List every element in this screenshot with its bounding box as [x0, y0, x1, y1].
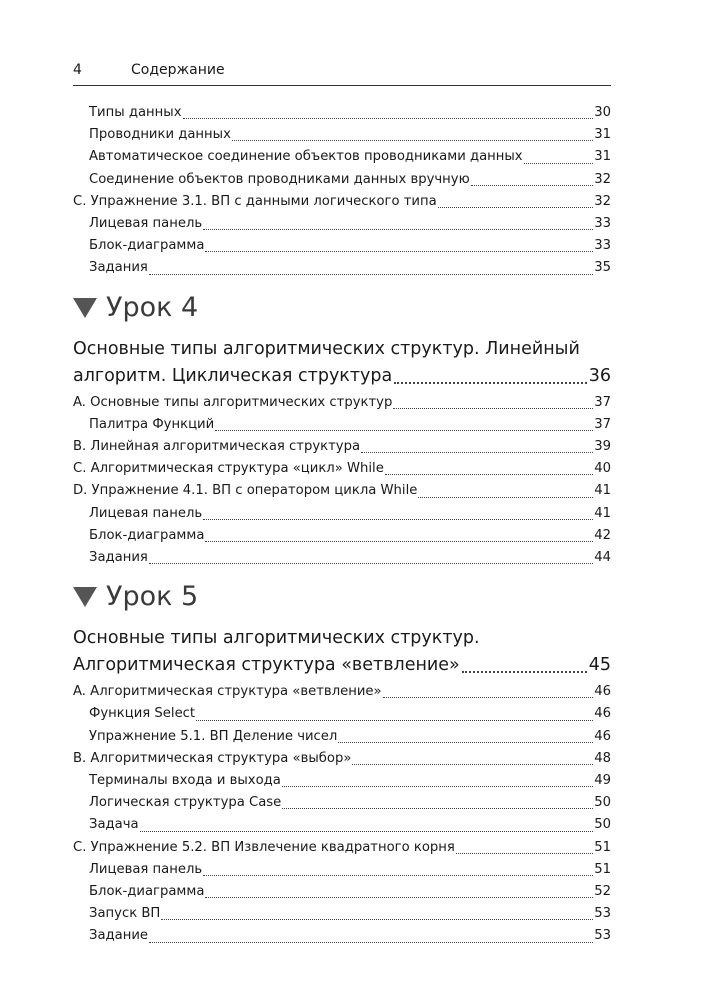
lesson-5-title — [73, 581, 611, 613]
triangle-down-icon — [73, 587, 97, 607]
toc-entry-page: 42 — [594, 527, 611, 543]
toc-entry-page: 51 — [594, 861, 611, 877]
table-of-contents — [73, 102, 611, 948]
leader-dots — [361, 451, 593, 453]
leader-dots — [149, 273, 593, 275]
toc-entry — [73, 102, 611, 124]
toc-entry-label: Логическая структура Case — [89, 795, 282, 811]
toc-entry-page: 53 — [594, 906, 611, 922]
leader-dots — [383, 696, 594, 698]
toc-entry-label: Задания — [89, 260, 148, 276]
toc-entry — [73, 814, 611, 836]
heading-line-2-text: Алгоритмическая структура «ветвление» — [73, 655, 460, 676]
lesson-5-entries — [73, 681, 611, 947]
toc-entry-label: Лицевая панель — [89, 505, 203, 521]
leader-dots — [385, 473, 593, 475]
toc-entry-page: 33 — [594, 216, 611, 232]
toc-entry-page: 39 — [594, 439, 611, 455]
triangle-down-icon — [73, 298, 97, 318]
toc-entry-label: C. Алгоритмическая структура «цикл» While — [73, 461, 384, 477]
toc-entry-label: Типы данных — [89, 105, 182, 120]
toc-entry — [73, 235, 611, 257]
toc-entry-page: 41 — [594, 483, 611, 499]
toc-entry-label: Проводники данных — [89, 127, 231, 143]
toc-entry — [73, 392, 611, 414]
heading-line-1: Основные типы алгоритмических структур. — [73, 628, 480, 649]
leader-dots — [215, 429, 593, 431]
leader-dots — [394, 381, 586, 384]
lesson-5-heading — [73, 625, 611, 679]
toc-entry-label: Функция Select — [89, 706, 196, 722]
toc-entry-page: 44 — [594, 550, 611, 566]
leader-dots — [203, 228, 593, 230]
toc-entry — [73, 146, 611, 168]
leader-dots — [524, 162, 594, 164]
toc-entry — [73, 681, 611, 703]
toc-entry — [73, 436, 611, 458]
toc-entry — [73, 770, 611, 792]
toc-entry-label: Упражнение 5.1. ВП Деление чисел — [89, 728, 338, 744]
toc-entry-label: C. Упражнение 5.2. ВП Извлечение квадратного корня — [73, 839, 455, 855]
toc-entry — [73, 748, 611, 770]
leader-dots — [418, 496, 593, 498]
toc-entry — [73, 925, 611, 947]
toc-entry — [73, 480, 611, 502]
toc-entry-page: 46 — [594, 684, 611, 700]
toc-entry-label: Блок-диаграмма — [89, 238, 205, 254]
toc-entry-label: Лицевая панель — [89, 861, 203, 877]
toc-entry-page: 52 — [594, 884, 611, 900]
toc-entry — [73, 503, 611, 525]
toc-entry-page: 37 — [594, 416, 611, 432]
leader-dots — [205, 540, 593, 542]
toc-entry-page: 31 — [594, 149, 611, 165]
leader-dots — [161, 918, 593, 920]
toc-entry — [73, 213, 611, 235]
leader-dots — [282, 807, 593, 809]
toc-entry-label: Терминалы входа и выхода — [89, 773, 281, 789]
heading-page: 45 — [588, 655, 611, 676]
leader-dots — [196, 719, 593, 721]
toc-entry-label: Соединение объектов проводниками данных вручную — [89, 171, 470, 187]
leader-dots — [393, 407, 593, 409]
toc-entry-label: A. Основные типы алгоритмических структур — [73, 394, 393, 410]
page-header — [73, 60, 611, 86]
toc-entry-label: Лицевая панель — [89, 216, 203, 232]
toc-entry — [73, 903, 611, 925]
leader-dots — [205, 896, 593, 898]
toc-entry — [73, 414, 611, 436]
toc-entry — [73, 525, 611, 547]
leader-dots — [205, 250, 593, 252]
toc-entry — [73, 837, 611, 859]
leader-dots — [282, 785, 593, 787]
toc-entry-page: 31 — [594, 127, 611, 143]
toc-entry — [73, 859, 611, 881]
toc-entry — [73, 169, 611, 191]
lesson-title-text: Урок 4 — [106, 291, 199, 323]
toc-entry-page: 46 — [594, 728, 611, 744]
toc-entry — [73, 726, 611, 748]
toc-entry-label: Задания — [89, 550, 148, 566]
toc-entry — [73, 792, 611, 814]
lesson-4-entries — [73, 392, 611, 570]
lesson-4-title — [73, 292, 611, 324]
toc-entry-page: 40 — [594, 461, 611, 477]
leader-dots — [471, 184, 594, 186]
toc-entry — [73, 458, 611, 480]
toc-entry-label: Запуск ВП — [89, 906, 161, 922]
toc-entry — [73, 547, 611, 569]
leader-dots — [338, 741, 593, 743]
toc-entry-page: 48 — [594, 750, 611, 766]
toc-entry-page: 32 — [594, 193, 611, 209]
toc-entry — [73, 881, 611, 903]
toc-entry-page: 51 — [594, 839, 611, 855]
leader-dots — [149, 941, 593, 943]
heading-page: 36 — [588, 365, 611, 386]
toc-entry-page: 41 — [594, 505, 611, 521]
toc-entry-label: D. Упражнение 4.1. ВП с оператором цикла While — [73, 483, 418, 499]
toc-entry-page: 30 — [594, 105, 611, 120]
toc-entry-label: Палитра Функций — [89, 416, 215, 432]
leader-dots — [438, 206, 594, 208]
leader-dots — [352, 763, 593, 765]
toc-entry-page: 49 — [594, 773, 611, 789]
toc-entry — [73, 124, 611, 146]
leader-dots — [203, 518, 593, 520]
toc-entry-label: Задача — [89, 817, 139, 833]
toc-entry-label: B. Алгоритмическая структура «выбор» — [73, 750, 352, 766]
toc-entry-page: 46 — [594, 706, 611, 722]
leader-dots — [140, 830, 594, 832]
leader-dots — [183, 117, 594, 119]
heading-line-2-text: алгоритм. Циклическая структура — [73, 365, 393, 386]
toc-entry-label: B. Линейная алгоритмическая структура — [73, 439, 361, 455]
heading-line-1: Основные типы алгоритмических структур. Линейный — [73, 338, 580, 359]
toc-entry — [73, 703, 611, 725]
heading-line-2 — [73, 652, 611, 679]
toc-entry — [73, 257, 611, 279]
toc-entry-page: 50 — [594, 817, 611, 833]
toc-entry-label: Блок-диаграмма — [89, 527, 205, 543]
toc-entry-page: 53 — [594, 928, 611, 944]
leader-dots — [462, 670, 587, 673]
toc-entry-label: Блок-диаграмма — [89, 884, 205, 900]
page-number: 4 — [73, 62, 82, 78]
heading-line-2 — [73, 363, 611, 390]
toc-entry — [73, 191, 611, 213]
toc-entry-page: 50 — [594, 795, 611, 811]
leader-dots — [203, 874, 593, 876]
lesson-4-heading — [73, 336, 611, 390]
toc-entry-label: Задание — [89, 928, 149, 944]
toc-entry-label: A. Алгоритмическая структура «ветвление» — [73, 684, 382, 700]
toc-entry-label: Автоматическое соединение объектов проводниками данных — [89, 149, 523, 165]
running-title: Содержание — [131, 62, 225, 78]
toc-entry-page: 37 — [594, 394, 611, 410]
leader-dots — [232, 139, 593, 141]
leader-dots — [149, 562, 593, 564]
lesson-title-text: Урок 5 — [106, 581, 199, 613]
toc-entry-page: 35 — [594, 260, 611, 276]
toc-entry-page: 32 — [594, 171, 611, 187]
leader-dots — [456, 852, 593, 854]
toc-entry-page: 33 — [594, 238, 611, 254]
toc-entry-label: С. Упражнение 3.1. ВП с данными логического типа — [73, 193, 437, 209]
